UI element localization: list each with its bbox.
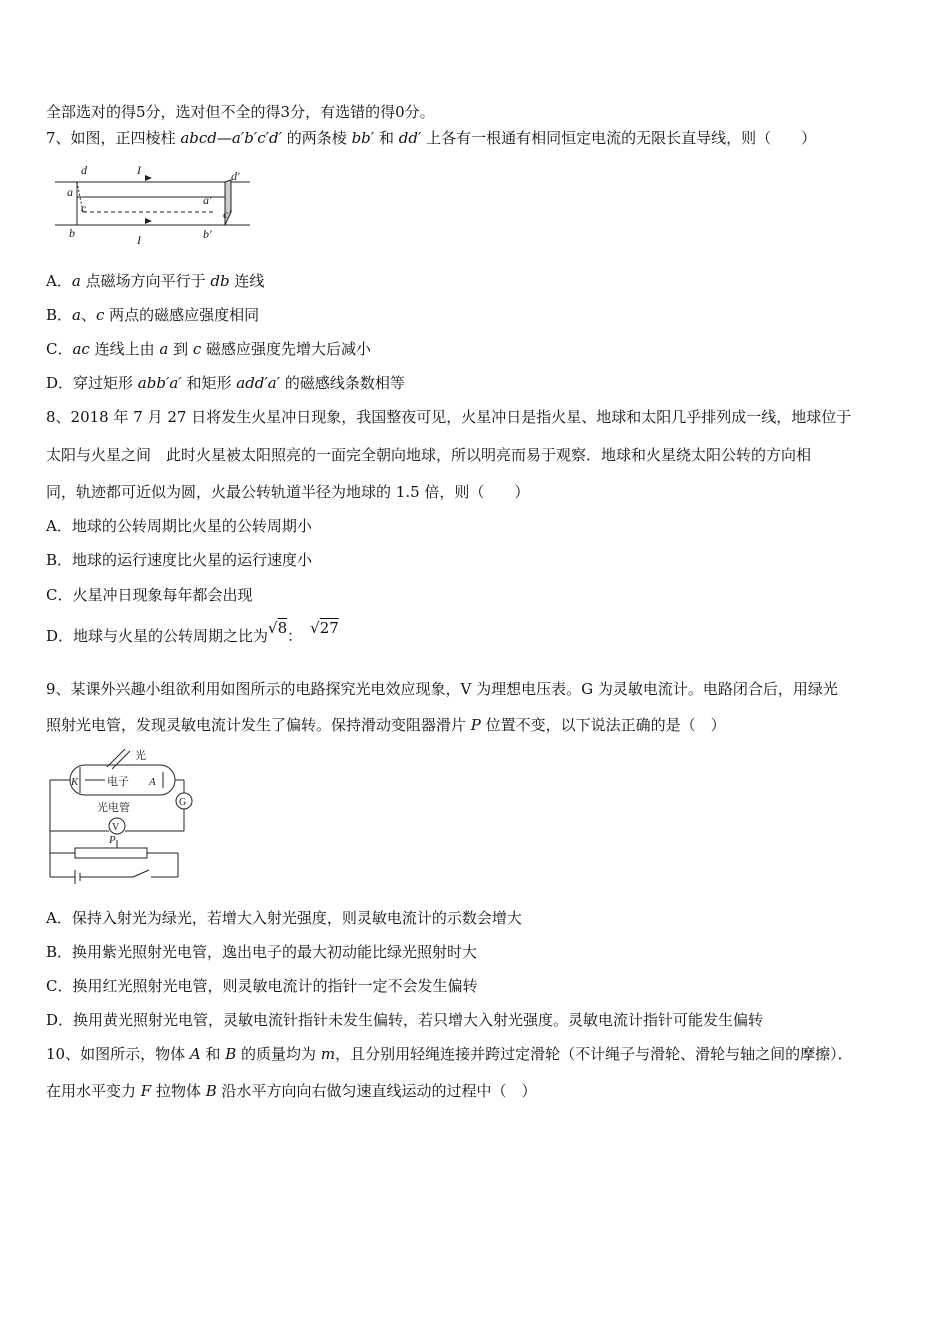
- q10-l1-m: m: [320, 1045, 336, 1063]
- q9-l2-pre: 照射光电管，发现灵敏电流计发生了偏转。保持滑动变阻器滑片: [46, 716, 471, 734]
- q7-b-pre: B．: [46, 306, 73, 324]
- q7-b-mid: 、: [80, 306, 96, 324]
- q7-a-pre: A．: [46, 272, 72, 290]
- q7-stem-pre: 7、如图，正四棱柱: [46, 129, 181, 147]
- q9-circuit-figure: [45, 745, 195, 885]
- q10-l2-b: B: [205, 1082, 217, 1100]
- q7-c-v3: c: [192, 340, 202, 358]
- q7-d-v1: abb′a′: [137, 374, 182, 392]
- q8-d-sep: ：: [287, 627, 303, 645]
- q7-option-c: [46, 339, 371, 359]
- q10-l1-mid2: 的质量均为: [236, 1045, 321, 1063]
- q9-option-b: B．换用紫光照射光电管，逸出电子的最大初动能比绿光照射时大: [46, 943, 478, 961]
- q7-a-v2: db: [210, 272, 230, 290]
- q9-l2-p: P: [470, 716, 481, 734]
- q9-label-a: A: [149, 776, 156, 788]
- q7-option-a: [46, 271, 264, 291]
- q9-stem-line2: [46, 715, 726, 735]
- q10-l2-mid1: 拉物体: [151, 1082, 206, 1100]
- q7-b-v1: a: [72, 306, 81, 324]
- q9-label-v: V: [112, 822, 120, 833]
- q7-arrow-bottom: [145, 218, 152, 224]
- q7-option-b: [46, 305, 259, 325]
- q10-l1-b: B: [225, 1045, 237, 1063]
- q7-label-d-prime: d′: [231, 169, 240, 183]
- q8-d-root1: √8: [268, 619, 288, 637]
- q7-a-mid: 点磁场方向平行于: [80, 272, 211, 290]
- q8-d-r1: 8: [277, 619, 288, 637]
- q7-prism-figure: [55, 160, 265, 250]
- q7-b-v2: c: [96, 306, 105, 324]
- q10-l1-pre: 10、如图所示，物体: [46, 1045, 190, 1063]
- q9-label-g: G: [179, 797, 187, 808]
- q10-l1-post: ，且分别用轻绳连接并跨过定滑轮（不计绳子与滑轮、滑轮与轴之间的摩擦）．: [335, 1045, 853, 1063]
- q8-d-r2: 27: [319, 619, 339, 637]
- q9-label-p: P: [109, 834, 116, 846]
- q10-l1-a: A: [189, 1045, 201, 1063]
- q10-l2-pre: 在用水平变力: [46, 1082, 141, 1100]
- q7-prism: abcd—a′b′c′d′: [180, 129, 283, 147]
- q7-stem-post: 上各有一根通有相同恒定电流的无限长直导线，则（ ）: [421, 129, 817, 147]
- q9-stem-line1: 9、某课外兴趣小组欲利用如图所示的电路探究光电效应现象，V 为理想电压表。G 为灵敏电流计。电路闭合后，用绿光: [46, 680, 838, 698]
- q7-c-v1: ac: [72, 340, 90, 358]
- q9-l2-post: 位置不变，以下说法正确的是（ ）: [480, 716, 726, 734]
- q7-label-b: b: [69, 226, 75, 240]
- q8-stem-line2: 太阳与火星之间 此时火星被太阳照亮的一面完全朝向地球，所以明亮而易于观察．地球和火星绕太阳公转的方向相: [46, 446, 812, 464]
- q7-label-a: a: [67, 185, 73, 199]
- q7-a-v1: a: [71, 272, 81, 290]
- q10-l2-f: F: [140, 1082, 152, 1100]
- q7-d-v2: add′a′: [236, 374, 281, 392]
- q7-stem-mid1: 的两条棱: [282, 129, 352, 147]
- q7-label-d: d: [81, 163, 87, 177]
- q9-label-electron: 电子: [107, 776, 129, 788]
- q9-label-light: 光: [135, 750, 146, 762]
- q7-edge-bb: bb′: [351, 129, 375, 147]
- q9-option-c: C．换用红光照射光电管，则灵敏电流计的指针一定不会发生偏转: [46, 977, 478, 995]
- q7-c-pre: C．: [46, 340, 73, 358]
- q7-d-post: 的磁感线条数相等: [280, 374, 405, 392]
- q9-switch: [133, 870, 149, 877]
- q8-stem-line1: 8、2018 年 7 月 27 日将发生火星冲日现象，我国整夜可见，火星冲日是指火星、地球和太阳几乎排列成一线，地球位于: [46, 408, 852, 426]
- q7-c-mid2: 到: [168, 340, 193, 358]
- q7-b-post: 两点的磁感应强度相同: [104, 306, 260, 324]
- q7-label-b-prime: b′: [203, 227, 212, 241]
- q9-option-d: D．换用黄光照射光电管，灵敏电流针指针未发生偏转，若只增大入射光强度。灵敏电流计指针可能发生偏转: [46, 1011, 764, 1029]
- q7-label-c: c: [81, 201, 87, 215]
- intro-text: 全部选对的得5分，选对但不全的得3分，有选错的得0分。: [46, 103, 435, 121]
- q8-option-a: A．地球的公转周期比火星的公转周期小: [46, 517, 312, 535]
- q7-c-mid1: 连线上由: [89, 340, 160, 358]
- q10-l1-mid1: 和: [200, 1045, 226, 1063]
- q7-c-v2: a: [159, 340, 169, 358]
- q8-d-root2: √27: [310, 619, 339, 637]
- q7-arrow-top: [145, 175, 152, 181]
- q10-stem-line2: [46, 1081, 537, 1101]
- q8-option-c: C．火星冲日现象每年都会出现: [46, 586, 253, 604]
- q7-d-pre: D．穿过矩形: [46, 374, 138, 392]
- q7-d-mid: 和矩形: [181, 374, 237, 392]
- q9-label-tube: 光电管: [97, 802, 130, 814]
- q8-stem-line3: 同，轨迹都可近似为圆，火最公转轨道半径为地球的 1.5 倍，则（ ）: [46, 483, 530, 501]
- q7-option-d: [46, 373, 405, 393]
- q10-stem-line1: [46, 1044, 853, 1064]
- q8-option-d: [46, 619, 339, 646]
- q9-rheostat: [75, 848, 147, 858]
- q7-label-current-bottom: I: [137, 233, 141, 247]
- q9-option-a: A．保持入射光为绿光，若增大入射光强度，则灵敏电流计的示数会增大: [46, 909, 522, 927]
- q7-edge-dd: dd′: [398, 129, 422, 147]
- q9-label-k: K: [71, 776, 79, 788]
- q7-stem-mid2: 和: [374, 129, 399, 147]
- q7-c-post: 磁感应强度先增大后减小: [201, 340, 372, 358]
- q8-option-b: B．地球的运行速度比火星的运行速度小: [46, 551, 313, 569]
- q7-label-a-prime: a′: [203, 193, 212, 207]
- q10-l2-post: 沿水平方向向右做匀速直线运动的过程中（ ）: [216, 1082, 537, 1100]
- q7-label-current-top: I: [137, 163, 141, 177]
- q8-d-pre: D．地球与火星的公转周期之比为: [46, 627, 269, 645]
- q7-stem: [46, 128, 816, 148]
- q7-a-post: 连线: [229, 272, 265, 290]
- q7-label-c-prime: c′: [223, 207, 231, 221]
